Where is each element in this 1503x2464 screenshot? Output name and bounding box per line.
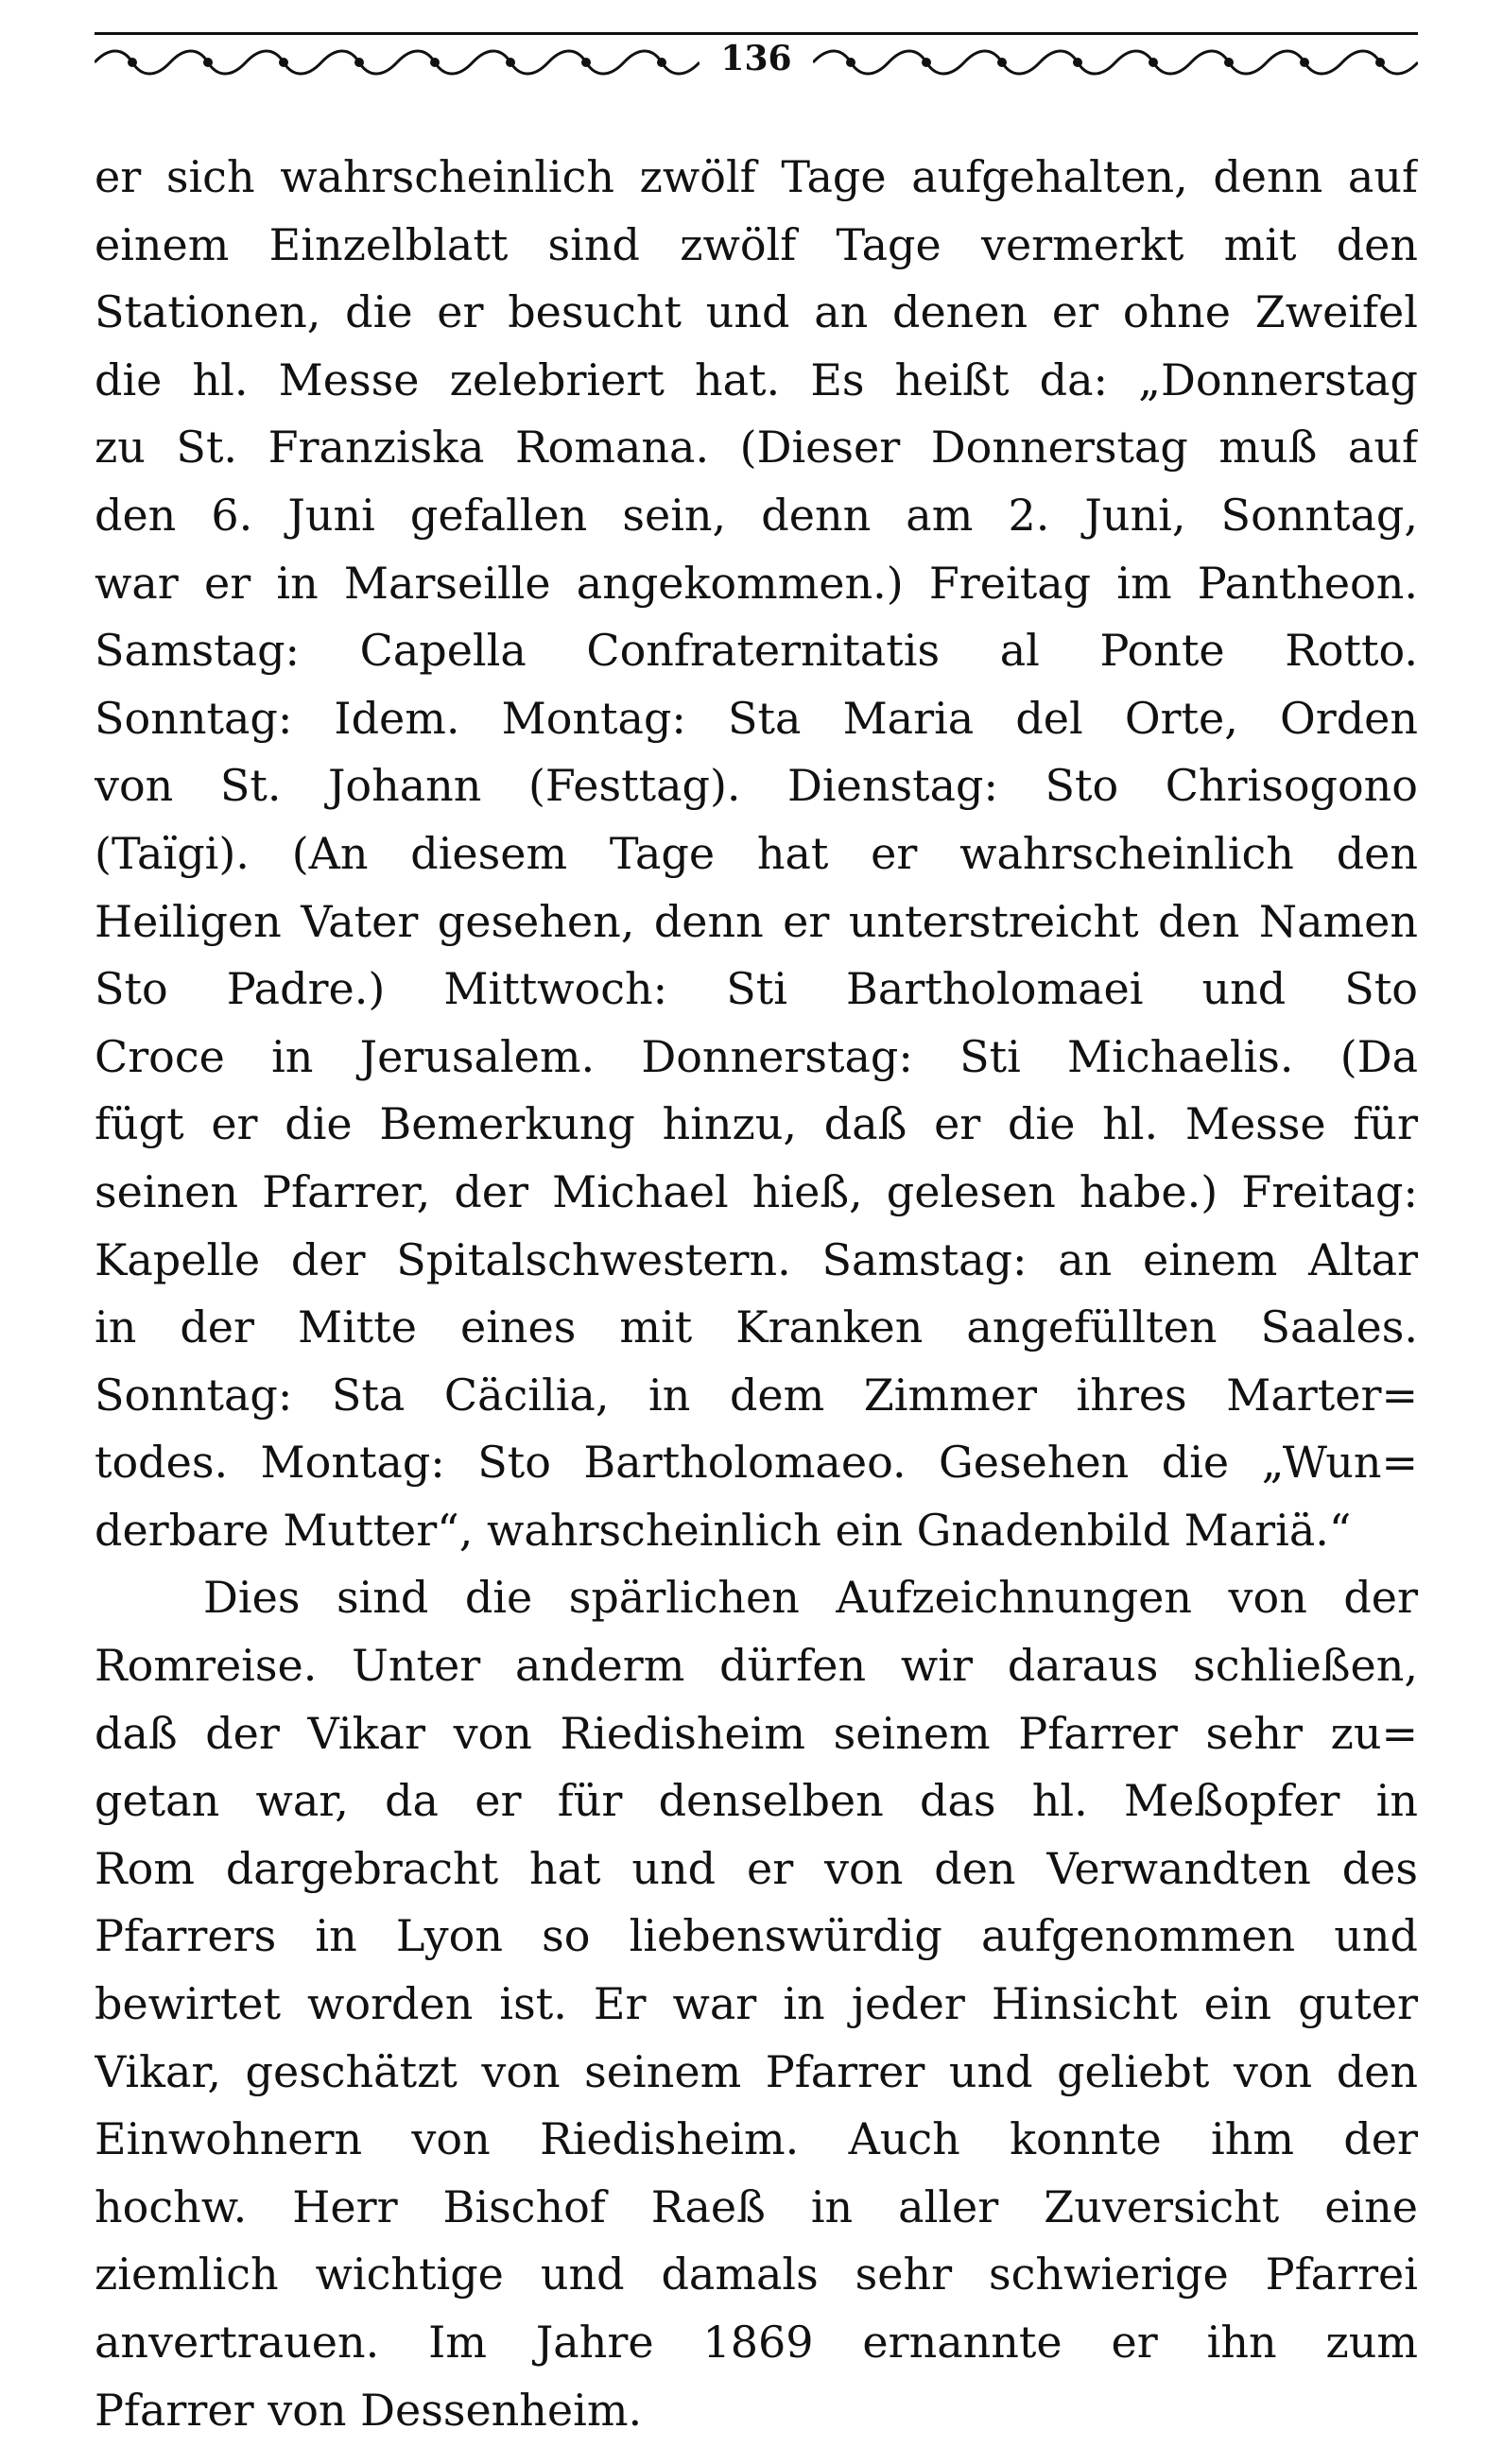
text-line: war er in Marseille angekommen.) Freitag im Pantheon. [95, 557, 1418, 609]
text-line: Dies sind die spärlichen Aufzeichnungen von der [203, 1572, 1418, 1624]
text-line: hochw. Herr Bischof Raeß in aller Zuversicht eine [95, 2180, 1418, 2232]
text-line: Samstag: Capella Confraternitatis al Ponte Rotto. [95, 625, 1418, 677]
text-line: anvertrauen. Im Jahre 1869 ernannte er ihn zum [95, 2317, 1418, 2368]
text-line: Rom dargebracht hat und er von den Verwandten des [95, 1842, 1418, 1894]
ornament-vine-left-icon [95, 43, 700, 81]
ornament-vine-right-icon [813, 43, 1418, 81]
text-line: Vikar, geschätzt von seinem Pfarrer und geliebt von den [95, 2045, 1418, 2097]
page-number: 136 [720, 39, 792, 78]
text-line: Croce in Jerusalem. Donnerstag: Sti Michaelis. (Da [95, 1030, 1418, 1082]
text-line: fügt er die Bemerkung hinzu, daß er die hl. Messe für [95, 1098, 1418, 1150]
text-line: Pfarrer von Dessenheim. [95, 2384, 643, 2436]
text-line: einem Einzelblatt sind zwölf Tage vermerkt mit den [95, 218, 1418, 270]
text-line: die hl. Messe zelebriert hat. Es heißt da: „Donnerstag [95, 353, 1418, 405]
text-line: von St. Johann (Festtag). Dienstag: Sto Chrisogono [95, 760, 1418, 812]
text-line: Kapelle der Spitalschwestern. Samstag: an einem Altar [95, 1233, 1418, 1285]
text-line: Heiligen Vater gesehen, denn er unterstreicht den Namen [95, 895, 1418, 947]
text-line: Romreise. Unter anderm dürfen wir daraus schließen, [95, 1640, 1418, 1692]
header-rule [95, 32, 1418, 35]
text-line: seinen Pfarrer, der Michael hieß, gelesen habe.) Freitag: [95, 1165, 1418, 1217]
text-line: er sich wahrscheinlich zwölf Tage aufgehalten, denn auf [95, 151, 1418, 202]
text-line: todes. Montag: Sto Bartholomaeo. Gesehen die „Wun= [95, 1437, 1418, 1489]
text-line: daß der Vikar von Riedisheim seinem Pfarrer sehr zu= [95, 1707, 1418, 1759]
text-line: getan war, da er für denselben das hl. Meßopfer in [95, 1775, 1418, 1827]
body-text [95, 144, 1418, 2444]
text-line: Einwohnern von Riedisheim. Auch konnte ihm der [95, 2113, 1418, 2165]
page-header [95, 26, 1418, 83]
text-line: Sto Padre.) Mittwoch: Sti Bartholomaei und Sto [95, 963, 1418, 1015]
text-line: Sonntag: Sta Cäcilia, in dem Zimmer ihres Marter= [95, 1369, 1418, 1421]
text-line: Sonntag: Idem. Montag: Sta Maria del Orte, Orden [95, 692, 1418, 744]
text-line: in der Mitte eines mit Kranken angefüllten Saales. [95, 1301, 1418, 1353]
text-line: ziemlich wichtige und damals sehr schwierige Pfarrei [95, 2249, 1418, 2300]
text-line: bewirtet worden ist. Er war in jeder Hinsicht ein guter [95, 1978, 1418, 2030]
text-line: (Taïgi). (An diesem Tage hat er wahrscheinlich den [95, 827, 1418, 879]
text-line: Pfarrers in Lyon so liebenswürdig aufgenommen und [95, 1910, 1418, 1962]
text-line: zu St. Franziska Romana. (Dieser Donnerstag muß auf [95, 422, 1418, 474]
text-line: derbare Mutter“, wahrscheinlich ein Gnadenbild Mariä.“ [95, 1504, 1352, 1556]
text-line: den 6. Juni gefallen sein, denn am 2. Juni, Sonntag, [95, 489, 1418, 541]
text-line: Stationen, die er besucht und an denen er ohne Zweifel [95, 286, 1418, 338]
